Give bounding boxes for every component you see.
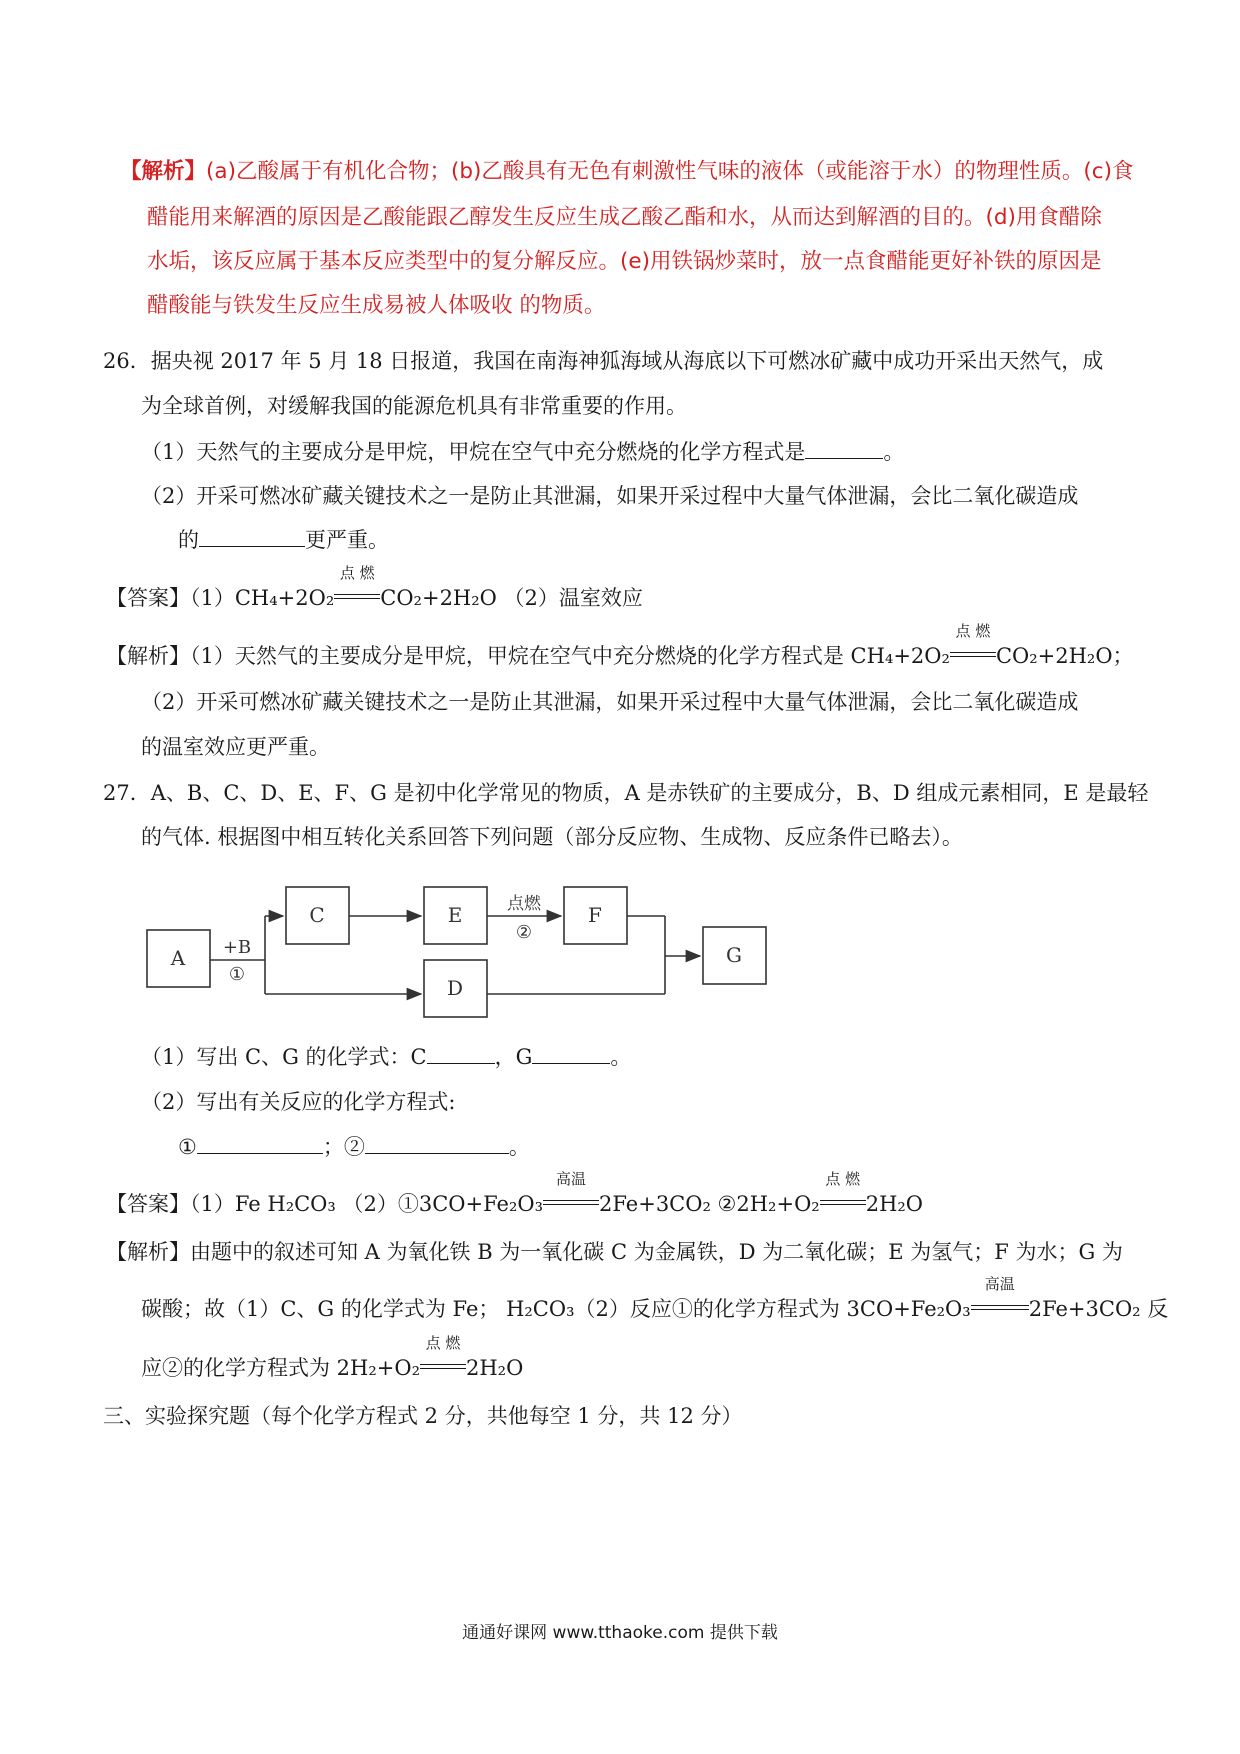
analysis25-text1: (a)乙酸属于有机化合物；(b)乙酸具有无色有刺激性气味的液体（或能溶于水）的物理性质。(c)食 — [206, 159, 1134, 184]
analysis25-line4: 醋酸能与铁发生反应生成易被人体吸收 的物质。 — [147, 293, 606, 318]
node-f: F — [588, 903, 602, 927]
analysis25-line2: 醋能用来解酒的原因是乙酸能跟乙醇发生反应生成乙酸乙酯和水，从而达到解酒的目的。(d)用食醋除 — [147, 205, 1102, 230]
equal-bars — [950, 652, 996, 657]
reaction-arrow — [420, 1334, 466, 1382]
answer-blank-c[interactable] — [427, 1043, 495, 1064]
reaction-arrow — [820, 1170, 866, 1218]
q26-analysis-line3: 的温室效应更严重。 — [141, 735, 330, 759]
q26-answer-pre: （1）CH₄+2O₂ — [190, 586, 335, 610]
q27-answer-mid: 2Fe+3CO₂ ②2H₂+O₂ — [599, 1192, 820, 1216]
q26-sub2-line1: （2）开采可燃冰矿藏关键技术之一是防止其泄漏，如果开采过程中大量气体泄漏，会比二氧化碳造成 — [141, 484, 1079, 508]
q26-analysis-line1 — [106, 622, 1134, 670]
q27-analysis-line2 — [141, 1275, 1169, 1323]
q26-sub1-end: 。 — [883, 440, 905, 464]
q26-analysis-line2: （2）开采可燃冰矿藏关键技术之一是防止其泄漏，如果开采过程中大量气体泄漏，会比二氧化碳造成 — [141, 690, 1079, 714]
analysis25-line3: 水垢，该反应属于基本反应类型中的复分解反应。(e)用铁锅炒菜时，放一点食醋能更好补铁的原因是 — [147, 249, 1102, 274]
node-d: D — [446, 976, 464, 1000]
q27-sub1-mid: ，G — [494, 1045, 533, 1069]
q27-stem-line1: 27．A、B、C、D、E、F、G 是初中化学常见的物质，A 是赤铁矿的主要成分，B、D 组成元素相同，E 是最轻 — [103, 781, 1149, 805]
answer-tag: 【答案】 — [106, 586, 190, 610]
q27-sub1 — [141, 1043, 631, 1071]
analysis-tag: 【解析】 — [106, 644, 190, 668]
label-reaction-2: ② — [515, 922, 533, 943]
q26-stem-line1: 26．据央视 2017 年 5 月 18 日报道，我国在南海神狐海域从海底以下可燃冰矿藏中成功开采出天然气，成 — [103, 349, 1104, 373]
label-reaction-1: ① — [228, 964, 246, 985]
analysis-tag: 【解析】 — [120, 159, 207, 184]
reaction-condition: 点 燃 — [825, 1170, 861, 1188]
reaction-condition: 高温 — [556, 1170, 587, 1188]
q27-blank1-label: ① — [178, 1135, 197, 1159]
answer-blank-2[interactable] — [365, 1133, 509, 1154]
q27-sub2b-end: 。 — [508, 1135, 530, 1159]
q26-answer — [106, 564, 643, 612]
reaction-arrow — [334, 564, 380, 612]
answer-blank-1[interactable] — [197, 1133, 323, 1154]
answer-tag: 【答案】 — [106, 1192, 190, 1216]
q27-sub1-pre: （1）写出 C、G 的化学式：C — [141, 1045, 427, 1069]
answer-blank[interactable] — [805, 438, 883, 459]
q26-answer-post: CO₂+2H₂O （2）温室效应 — [380, 586, 643, 610]
q27-sub2: （2）写出有关反应的化学方程式: — [141, 1090, 456, 1114]
page-footer: 通通好课网 www.tthaoke.com 提供下载 — [462, 1623, 778, 1643]
equal-bars — [543, 1200, 599, 1205]
q27-analysis3-post: 2H₂O — [466, 1356, 524, 1380]
q27-blank-sep: ；② — [322, 1135, 365, 1159]
q26-stem-line2: 为全球首例，对缓解我国的能源危机具有非常重要的作用。 — [141, 394, 687, 418]
reaction-flow-diagram — [140, 876, 780, 1026]
section-heading: 三、实验探究题（每个化学方程式 2 分，共他每空 1 分，共 12 分） — [103, 1404, 743, 1428]
node-a: A — [170, 946, 186, 970]
node-c: C — [309, 903, 325, 927]
reaction-condition: 点 燃 — [955, 622, 991, 640]
reaction-condition: 高温 — [984, 1275, 1015, 1293]
q26-sub1-text: （1）天然气的主要成分是甲烷，甲烷在空气中充分燃烧的化学方程式是 — [141, 440, 806, 464]
q27-analysis1-text: 由题中的叙述可知 A 为氧化铁 B 为一氧化碳 C 为金属铁，D 为二氧化碳；E 为氢气；F 为水；G 为 — [190, 1240, 1123, 1264]
q26-sub1 — [141, 438, 904, 466]
q27-sub1-end: 。 — [610, 1045, 632, 1069]
q26-analysis1-post: CO₂+2H₂O； — [995, 644, 1134, 668]
q27-answer-post: 2H₂O — [865, 1192, 924, 1216]
node-e: E — [447, 903, 463, 927]
q27-analysis-line1 — [106, 1238, 1123, 1266]
q27-analysis3-pre: 应②的化学方程式为 2H₂+O₂ — [141, 1356, 420, 1380]
analysis25-line1 — [120, 158, 1134, 186]
q26-sub2-line2 — [178, 526, 389, 554]
q27-answer-pre: （1）Fe H₂CO₃ （2）①3CO+Fe₂O₃ — [190, 1192, 544, 1216]
reaction-arrow — [971, 1275, 1029, 1323]
answer-blank[interactable] — [199, 526, 305, 547]
q26-sub2b-post: 更严重。 — [305, 528, 389, 552]
answer-blank-g[interactable] — [532, 1043, 610, 1064]
reaction-condition: 点 燃 — [425, 1334, 461, 1352]
reaction-arrow — [950, 622, 996, 670]
q27-answer — [106, 1170, 924, 1218]
label-plus-b: +B — [222, 937, 252, 958]
q27-stem-line2: 的气体. 根据图中相互转化关系回答下列问题（部分反应物、生成物、反应条件已略去）。 — [141, 825, 963, 849]
q27-analysis2-post: 2Fe+3CO₂ 反 — [1028, 1297, 1169, 1321]
equal-bars — [420, 1364, 466, 1369]
q26-analysis1-pre: （1）天然气的主要成分是甲烷，甲烷在空气中充分燃烧的化学方程式是 CH₄+2O₂ — [190, 644, 950, 668]
reaction-condition: 点 燃 — [339, 564, 375, 582]
q27-analysis-line3 — [141, 1334, 524, 1382]
node-g: G — [726, 943, 742, 967]
equal-bars — [971, 1305, 1029, 1310]
analysis-tag: 【解析】 — [106, 1240, 190, 1264]
q27-analysis2-pre: 碳酸；故（1）C、G 的化学式为 Fe； H₂CO₃（2）反应①的化学方程式为 3CO+Fe₂O₃ — [141, 1297, 971, 1321]
equal-bars — [334, 594, 380, 599]
q26-sub2b-pre: 的 — [178, 528, 199, 552]
label-ignite: 点燃 — [507, 894, 541, 914]
reaction-arrow — [543, 1170, 599, 1218]
q27-sub2-blanks — [178, 1133, 530, 1161]
equal-bars — [820, 1200, 866, 1205]
